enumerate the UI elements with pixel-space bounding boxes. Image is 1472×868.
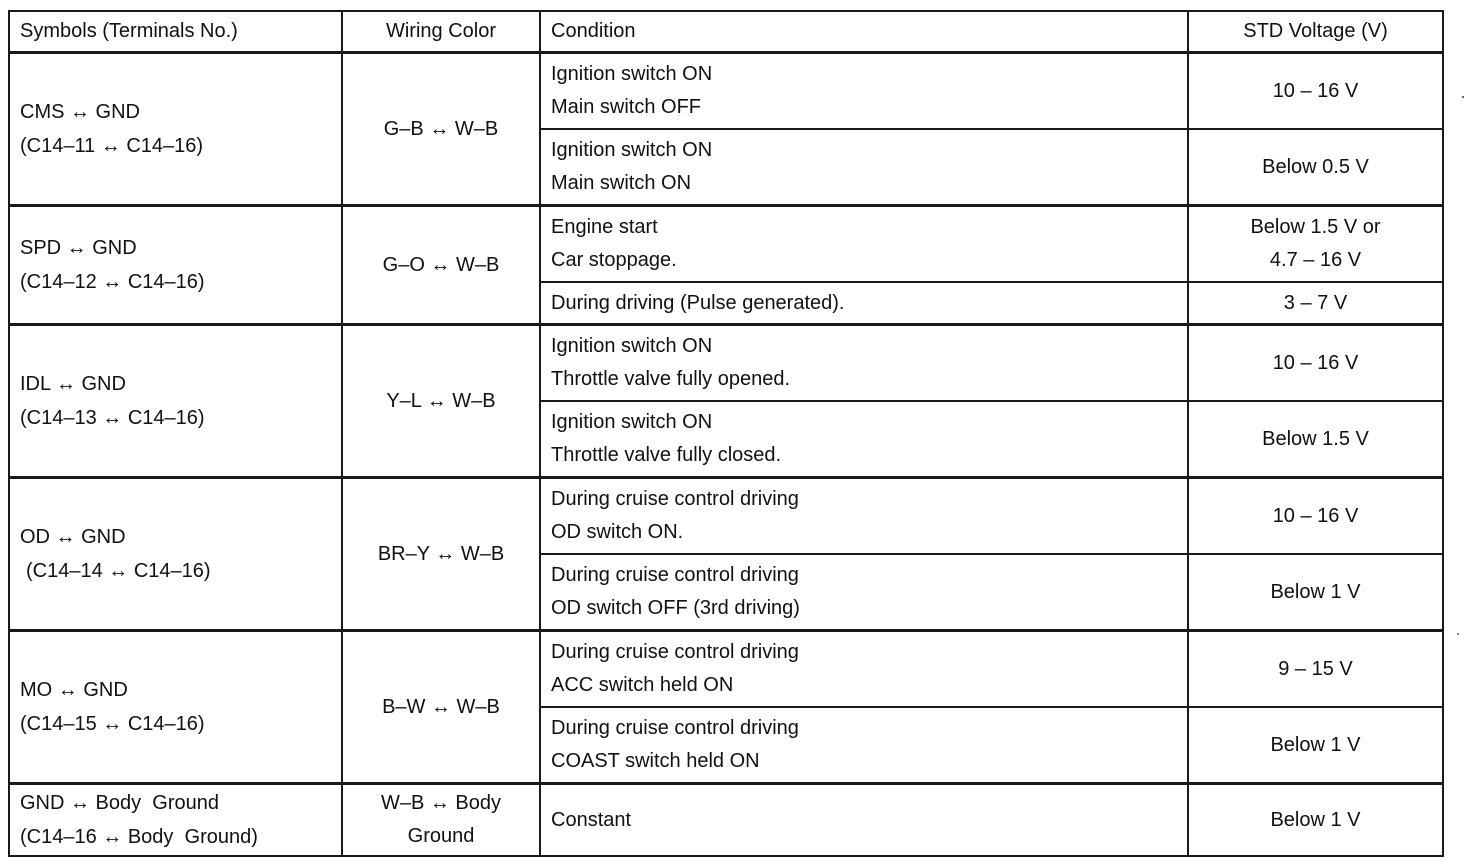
condition-line: Ignition switch ON	[551, 335, 713, 357]
voltage-cell: 10 – 16 V	[1188, 53, 1443, 130]
voltage-cell: 10 – 16 V	[1188, 325, 1443, 402]
table-row	[9, 206, 1443, 283]
condition-line: Ignition switch ON	[551, 139, 713, 161]
condition-line: During cruise control driving	[551, 564, 799, 586]
wiring-line: W–B ↔ Body	[380, 792, 502, 814]
header-condition: Condition	[540, 11, 1188, 53]
symbol-cell	[9, 206, 342, 325]
condition-line: Main switch ON	[551, 172, 692, 194]
condition-cell	[540, 478, 1188, 555]
symbol-cell	[9, 631, 342, 784]
voltage-cell: 9 – 15 V	[1188, 631, 1443, 708]
condition-cell	[540, 401, 1188, 478]
condition-line: OD switch OFF (3rd driving)	[551, 597, 800, 619]
wiring-line: Ground	[407, 825, 475, 847]
wiring-color-cell: BR–Y ↔ W–B	[342, 478, 540, 631]
header-wiring-color: Wiring Color	[342, 11, 540, 53]
voltage-cell: 10 – 16 V	[1188, 478, 1443, 555]
symbol-text: SPD ↔ GND	[20, 237, 137, 259]
condition-line: Ignition switch ON	[551, 63, 713, 85]
symbol-text: GND ↔ Body Ground	[20, 792, 219, 814]
condition-cell	[540, 206, 1188, 283]
table-row	[9, 325, 1443, 402]
voltage-cell: Below 0.5 V	[1188, 129, 1443, 206]
condition-cell	[540, 282, 1188, 325]
condition-line: COAST switch held ON	[551, 750, 760, 772]
condition-cell	[540, 129, 1188, 206]
condition-line: Throttle valve fully opened.	[551, 368, 791, 390]
scan-speck	[1462, 96, 1464, 98]
table-row	[9, 784, 1443, 857]
table-row	[9, 478, 1443, 555]
symbol-text: OD ↔ GND	[20, 526, 126, 548]
symbol-cell	[9, 784, 342, 857]
condition-line: Engine start	[551, 216, 658, 238]
voltage-cell: Below 1 V	[1188, 784, 1443, 857]
terminal-text: (C14–16 ↔ Body Ground)	[20, 826, 258, 848]
terminal-text: (C14–15 ↔ C14–16)	[20, 713, 205, 735]
wiring-color-cell: G–B ↔ W–B	[342, 53, 540, 206]
symbol-text: IDL ↔ GND	[20, 373, 126, 395]
wiring-color-cell: Y–L ↔ W–B	[342, 325, 540, 478]
condition-cell	[540, 325, 1188, 402]
terminal-text: (C14–13 ↔ C14–16)	[20, 407, 205, 429]
condition-cell	[540, 631, 1188, 708]
symbol-cell	[9, 53, 342, 206]
voltage-cell: Below 1 V	[1188, 554, 1443, 631]
voltage-cell: Below 1 V	[1188, 707, 1443, 784]
condition-line: Main switch OFF	[551, 96, 702, 118]
voltage-spec-table	[8, 10, 1444, 857]
voltage-cell: 3 – 7 V	[1188, 282, 1443, 325]
symbol-cell	[9, 325, 342, 478]
condition-line: OD switch ON.	[551, 521, 684, 543]
symbol-text: MO ↔ GND	[20, 679, 128, 701]
condition-line: During driving (Pulse generated).	[551, 291, 845, 314]
condition-line: During cruise control driving	[551, 488, 799, 510]
terminal-text: (C14–12 ↔ C14–16)	[20, 271, 205, 293]
condition-line: Ignition switch ON	[551, 411, 713, 433]
condition-cell: Constant	[540, 784, 1188, 857]
condition-line: During cruise control driving	[551, 717, 799, 739]
table-row	[9, 53, 1443, 130]
scan-speck	[1457, 633, 1459, 635]
header-row	[9, 11, 1443, 53]
symbol-cell	[9, 478, 342, 631]
terminal-text: (C14–14 ↔ C14–16)	[26, 560, 211, 582]
condition-line: Car stoppage.	[551, 249, 677, 271]
wiring-color-cell	[342, 784, 540, 857]
condition-line: During cruise control driving	[551, 641, 799, 663]
header-symbols: Symbols (Terminals No.)	[9, 11, 342, 53]
header-std-voltage: STD Voltage (V)	[1188, 11, 1443, 53]
condition-line: Throttle valve fully closed.	[551, 444, 782, 466]
condition-cell	[540, 53, 1188, 130]
voltage-line: Below 1.5 V or	[1250, 216, 1381, 238]
table-row	[9, 631, 1443, 708]
voltage-line: 4.7 – 16 V	[1269, 249, 1362, 271]
wiring-color-cell: B–W ↔ W–B	[342, 631, 540, 784]
voltage-cell: Below 1.5 V	[1188, 401, 1443, 478]
condition-cell	[540, 707, 1188, 784]
symbol-text: CMS ↔ GND	[20, 101, 140, 123]
condition-line: ACC switch held ON	[551, 674, 734, 696]
voltage-cell	[1188, 206, 1443, 283]
wiring-color-cell: G–O ↔ W–B	[342, 206, 540, 325]
terminal-text: (C14–11 ↔ C14–16)	[20, 135, 204, 157]
condition-cell	[540, 554, 1188, 631]
